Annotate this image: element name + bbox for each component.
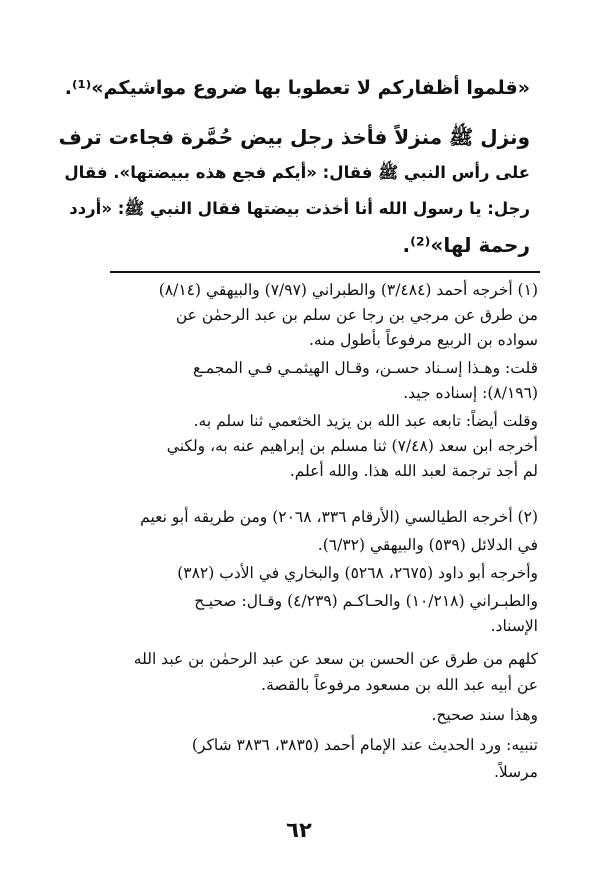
footnote-line-13: الإسناد. [490,617,538,635]
footnote-line-1: (١) أخرجه أحمد (٣/٤٨٤) والطبراني (٧/٩٧) والبيهقي (٨/١٤) [158,281,538,299]
main-text-line-4: رجل: يا رسول الله أنا أخذت بيضتها فقال النبي ﷺ: «أردد [69,199,530,218]
footnote-line-12: والطبـراني (١٠/٢١٨) والحـاكـم (٤/٢٣٩) وقـال: صحيـح [194,592,538,610]
footnote-line-8: لم أجد ترجمة لعبد الله هذا. والله أعلم. [289,462,538,480]
page-number: ٦٢ [286,818,312,842]
main-text-line-3: على رأس النبي ﷺ فقال: «أيكم فجع هذه ببيضتها». فقال [64,163,530,182]
footnote-line-7: أخرجه ابن سعد (٧/٤٨) ثنا مسلم بن إبراهيم عنه به، ولكني [166,437,538,455]
main-text-line-1: «قلموا أظفاركم لا تعطوبا بها ضروع مواشيكم»⁽¹⁾. [64,77,530,99]
footnote-line-3: سواده بن الربيع مرفوعاً بأطول منه. [309,331,538,349]
footnote-line-17: تنبيه: ورد الحديث عند الإمام أحمد (٣٨٣٥، ٣٨٣٦ شاكر) [191,736,538,754]
footnote-line-10: في الدلائل (٥٣٩) والبيهقي (٦/٣٢). [317,536,538,554]
footnote-line-4: قلت: وهـذا إسـناد حسـن، وقـال الهيثمـي فـي المجمـع [193,359,538,377]
footnote-line-9: (٢) أخرجه الطيالسي (الأرقام ٣٣٦، ٢٠٦٨) ومن طريقه أبو نعيم [140,508,538,526]
footnote-line-18: مرسلاً. [493,763,538,781]
footnote-line-16: وهذا سند صحيح. [431,706,538,724]
main-text-line-5: رحمة لها»⁽²⁾. [402,233,530,257]
main-text-line-2: ونزل ﷺ منزلاً فأخذ رجل بيض حُمَّرة فجاءت ترف [58,125,530,149]
footnote-line-2: من طرق عن مرجي بن رجا عن سلم بن عبد الرحمٰن عن [175,306,538,324]
footnote-line-15: عن أبيه عبد الله بن مسعود مرفوعاً بالقصة. [261,676,538,694]
footnote-line-5: (٨/١٩٦): إسناده جيد. [403,384,538,402]
footnote-divider [110,271,540,273]
footnote-line-11: وأخرجه أبو داود (٢٦٧٥، ٥٢٦٨) والبخاري في الأدب (٣٨٢) [177,564,538,582]
footnote-line-6: وقلت أيضاً: تابعه عبد الله بن يزيد الخثعمي ثنا سلم به. [193,412,538,430]
footnote-line-14: كلهم من طرق عن الحسن بن سعد عن عبد الرحمٰن بن عبد الله [133,650,538,668]
